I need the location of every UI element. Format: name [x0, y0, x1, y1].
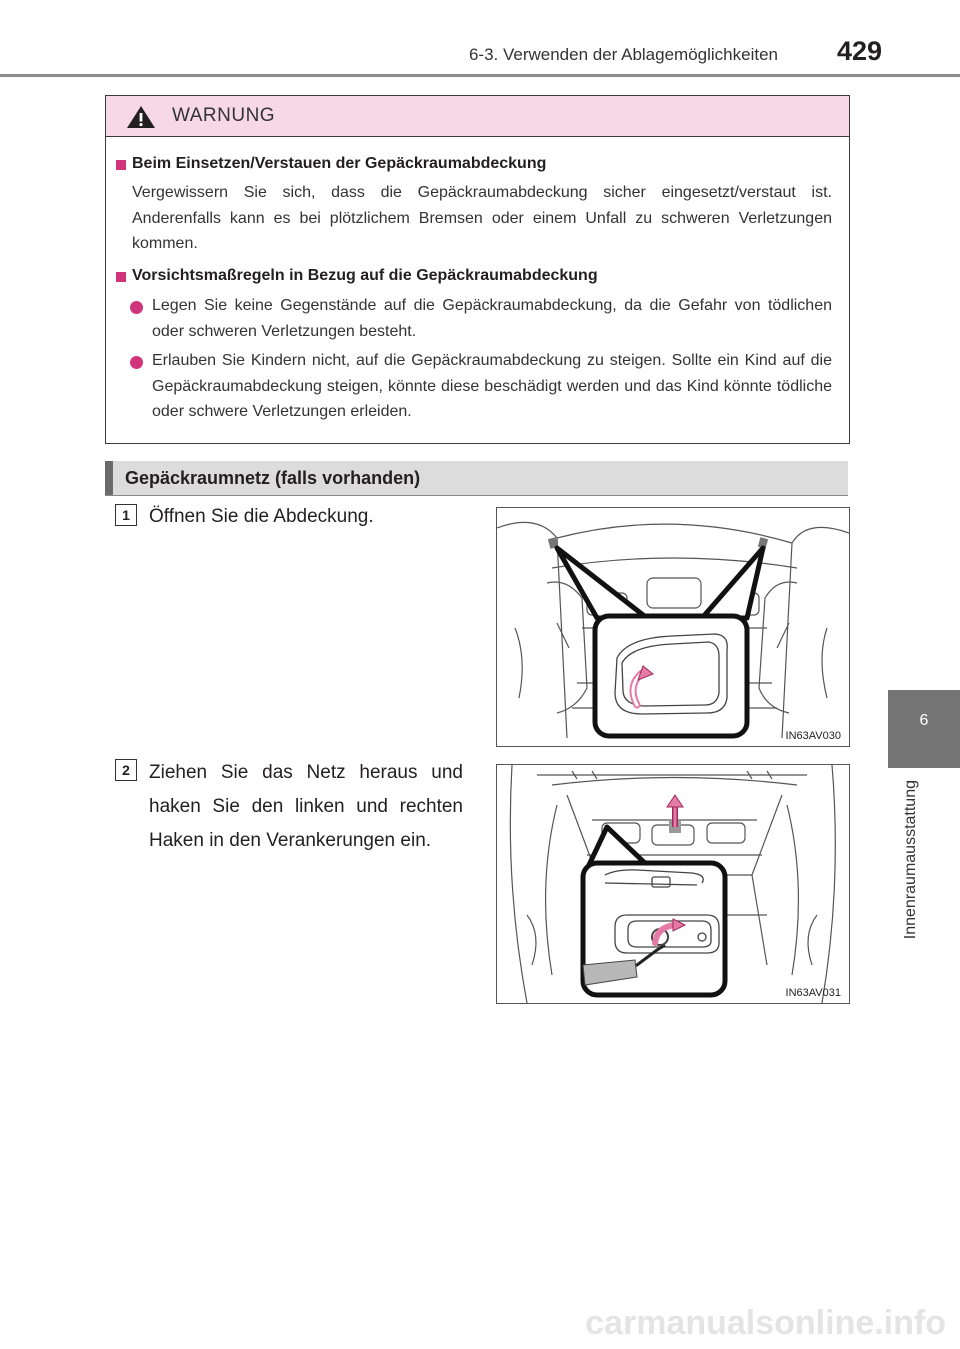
- step-number-2: 2: [115, 759, 137, 781]
- warning-title: WARNUNG: [172, 105, 276, 126]
- square-bullet-icon: [116, 272, 126, 282]
- cargo-area-illustration: [497, 765, 849, 1003]
- step-2-text: Ziehen Sie das Netz heraus und haken Sie den linken und rechten Haken in den Verankerungen ein.: [149, 762, 463, 851]
- warning-item1-heading: Beim Einsetzen/Verstauen der Gepäckraumabdeckung: [132, 155, 547, 172]
- header-section-title: 6-3. Verwenden der Ablagemöglichkeiten: [468, 45, 778, 64]
- square-bullet-icon: [116, 160, 126, 170]
- section-title: Gepäckraumnetz (falls vorhanden): [125, 468, 421, 488]
- section-heading-bar: [105, 461, 848, 496]
- warning-item2-heading: Vorsichtsmaßregeln in Bezug auf die Gepäckraumabdeckung: [132, 267, 598, 284]
- warning-item1-text: Vergewissern Sie sich, dass die Gepäckraumabdeckung sicher eingesetzt/verstaut ist. Anderenfalls kann es bei plötzlichem Bremsen oder einem Unfall zu schweren Verletzungen kommen.: [132, 184, 832, 252]
- chapter-number: 6: [919, 712, 929, 729]
- chapter-title: Innenraumausstattung: [902, 780, 919, 940]
- figure-1-label: IN63AV030: [785, 730, 841, 742]
- chapter-title-vertical: [902, 780, 926, 970]
- step-number-1: 1: [115, 504, 137, 526]
- chapter-tab: [888, 690, 960, 768]
- warning-box: [105, 95, 850, 444]
- watermark: carmanualsonline.info: [585, 1304, 946, 1342]
- figure-open-cover: [496, 507, 850, 747]
- circle-bullet-icon: [130, 356, 143, 369]
- figure-pull-net: [496, 764, 850, 1004]
- header-divider: [0, 74, 960, 77]
- step-1-text: Öffnen Sie die Abdeckung.: [149, 506, 374, 527]
- car-interior-illustration: [497, 508, 849, 746]
- warning-bullet2: Erlauben Sie Kindern nicht, auf die Gepäckraumabdeckung zu steigen. Sollte ein Kind auf die Gepäckraumabdeckung steigen, könnte diese beschädigt werden und das Kind könnte tödliche oder schwere Verletzungen erleiden.: [152, 352, 832, 420]
- circle-bullet-icon: [130, 301, 143, 314]
- warning-bullet1: Legen Sie keine Gegenstände auf die Gepäckraumabdeckung, da die Gefahr von tödlichen oder schweren Verletzungen besteht.: [152, 297, 832, 340]
- figure-2-label: IN63AV031: [785, 987, 841, 999]
- warning-header: [106, 96, 849, 137]
- page-number: 429: [836, 36, 882, 66]
- warning-triangle-icon: [126, 105, 156, 129]
